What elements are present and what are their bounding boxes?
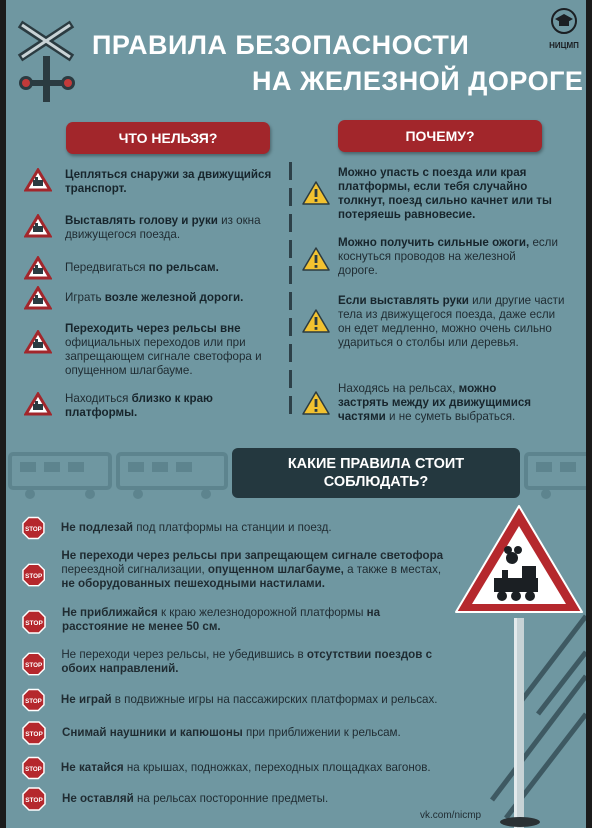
stop-sign-icon [22, 721, 46, 745]
rule-text-bold: отсутствии поездов с обоих направлений. [61, 648, 433, 675]
background-train-right [522, 446, 586, 502]
item-text: если коснуться проводов на железной дороге. [338, 236, 558, 277]
rule-text: Не переходи через рельсы, не убедившись в [61, 648, 307, 661]
right-border [586, 0, 592, 828]
header-what-not-to-do: ЧТО НЕЛЬЗЯ? [66, 122, 270, 154]
stop-sign-icon [22, 563, 45, 587]
rule-text-bold: Не играй [60, 693, 112, 706]
list-item [302, 166, 572, 222]
stop-sign-icon [22, 516, 45, 540]
item-text: Находиться [65, 392, 132, 405]
rule-item [22, 606, 442, 634]
railway-warning-icon [24, 286, 52, 310]
list-item [302, 382, 572, 424]
divider-dash [289, 266, 292, 284]
list-item [24, 214, 280, 242]
warning-icon [302, 180, 330, 206]
rule-text: на рельсах посторонние предметы. [133, 792, 329, 805]
rule-text: при приближении к рельсам. [242, 726, 401, 739]
divider-dash [289, 344, 292, 362]
rule-text: под платформы на станции и поезд. [133, 521, 332, 534]
stop-sign-icon [22, 756, 45, 780]
page-title-line2: НА ЖЕЛЕЗНОЙ ДОРОГЕ [252, 66, 584, 96]
rule-text: к краю железнодорожной платформы [157, 606, 367, 619]
divider-dash [289, 396, 292, 414]
item-text: Передвигаться [65, 261, 149, 274]
railway-warning-icon [24, 392, 52, 416]
logo-text: НИЦМП [549, 41, 579, 50]
stop-sign-icon [22, 787, 46, 811]
item-text-bold: Переходить через рельсы вне [65, 322, 241, 335]
rule-text-bold: не оборудованных пешеходными настилами. [61, 577, 325, 590]
rule-item [22, 721, 442, 745]
stop-sign-icon [22, 652, 45, 676]
train-crossing-sign-icon [452, 500, 586, 828]
item-text: из окна движущегося поезда. [65, 214, 261, 241]
divider-dash [289, 370, 292, 388]
divider-dash [289, 318, 292, 336]
stop-sign-label: STOP [25, 731, 43, 738]
stop-sign-label: STOP [25, 525, 42, 533]
railway-warning-icon [24, 330, 52, 354]
rule-text-bold: Не подлезай [60, 521, 134, 534]
rule-item [22, 516, 442, 540]
left-border [0, 0, 6, 828]
item-text-bold: по рельсам. [148, 261, 219, 274]
item-text: и не суметь выбраться. [385, 410, 516, 423]
railway-warning-icon [24, 214, 52, 238]
rule-text-bold: Снимай наушники и капюшоны [62, 726, 243, 739]
stop-sign-label: STOP [25, 697, 42, 705]
warning-icon [302, 308, 330, 334]
divider-dash [289, 188, 292, 206]
stop-sign-icon [22, 610, 46, 634]
header-why: ПОЧЕМУ? [338, 120, 542, 152]
stop-sign-label: STOP [25, 661, 43, 669]
rules-header-line2: СОБЛЮДАТЬ? [323, 474, 429, 490]
rule-item [22, 549, 452, 591]
item-text-bold: Выставлять голову и руки [65, 214, 218, 227]
item-text-bold: близко к краю платформы. [65, 392, 213, 419]
list-item [302, 236, 572, 278]
rule-item [22, 688, 462, 712]
stop-sign-label: STOP [25, 572, 43, 580]
item-text-bold: возле железной дороги. [104, 291, 244, 304]
railway-warning-icon [24, 168, 52, 192]
rule-text-bold: Не катайся [60, 761, 124, 774]
rule-text-bold: опущенном шлагбауме, [207, 563, 344, 576]
divider-dash [289, 292, 292, 310]
rule-text-bold: на расстояние не менее 50 см. [62, 606, 381, 633]
divider-dash [289, 240, 292, 258]
warning-icon [302, 390, 330, 416]
stop-sign-icon [22, 688, 45, 712]
list-item [302, 294, 572, 350]
rule-item [22, 648, 442, 676]
rule-item [22, 756, 462, 780]
rule-text: а также в местах, [343, 563, 442, 576]
source-credit: vk.com/nicmp [420, 810, 482, 821]
page-title-line1: ПРАВИЛА БЕЗОПАСНОСТИ [92, 30, 470, 60]
rules-header [232, 448, 520, 498]
item-text-bold: Можно получить сильные ожоги, [338, 236, 530, 249]
rules-header-line1: КАКИЕ ПРАВИЛА СТОИТ [287, 456, 465, 472]
item-text-bold: Если выставлять руки [338, 294, 469, 307]
item-text-bold: можно застрять между их движущимися частями [338, 382, 532, 423]
item-text: Играть [65, 291, 105, 304]
rule-item [22, 787, 442, 811]
divider-dash [289, 214, 292, 232]
item-text: Цепляться снаружи за движущийся транспорт. [65, 168, 272, 195]
item-text: или другие части тела из движущегося поезда, даже если он едет медленно, можно очень сильно удариться о столбы или деревья. [338, 294, 565, 349]
item-text-bold: Можно упасть с поезда или края платформы, если тебя случайно толкнут, поезд сильно качнет или ты потеряешь равновесие. [338, 166, 552, 221]
graduation-cap-logo-icon [551, 8, 577, 34]
background-train-left [6, 446, 232, 502]
rule-text-bold: Не приближайся [62, 606, 158, 619]
rule-text: в подвижные игры на пассажирских платформах и рельсах. [111, 693, 438, 706]
rule-text-bold: Не переходи через рельсы при запрещающем сигнале светофора [61, 549, 444, 562]
list-item [24, 168, 280, 196]
rule-text-bold: Не оставляй [62, 792, 134, 805]
railway-crossing-icon [14, 16, 80, 104]
railway-warning-icon [24, 256, 52, 280]
logo [542, 8, 586, 50]
rule-text: на крышах, подножках, переходных площадках вагонов. [123, 761, 431, 774]
item-text: Находясь на рельсах, [338, 382, 459, 395]
stop-sign-label: STOP [25, 765, 42, 773]
list-item [24, 286, 280, 310]
list-item [24, 322, 280, 378]
list-item [24, 256, 280, 280]
stop-sign-label: STOP [25, 620, 43, 627]
stop-sign-label: STOP [25, 797, 43, 804]
list-item [24, 392, 280, 420]
item-text: официальных переходов или при запрещающем сигнале светофора и опущенном шлагбауме. [65, 336, 262, 377]
rule-text: переездной сигнализации, [61, 563, 208, 576]
warning-icon [302, 246, 330, 272]
divider-dash [289, 162, 292, 180]
